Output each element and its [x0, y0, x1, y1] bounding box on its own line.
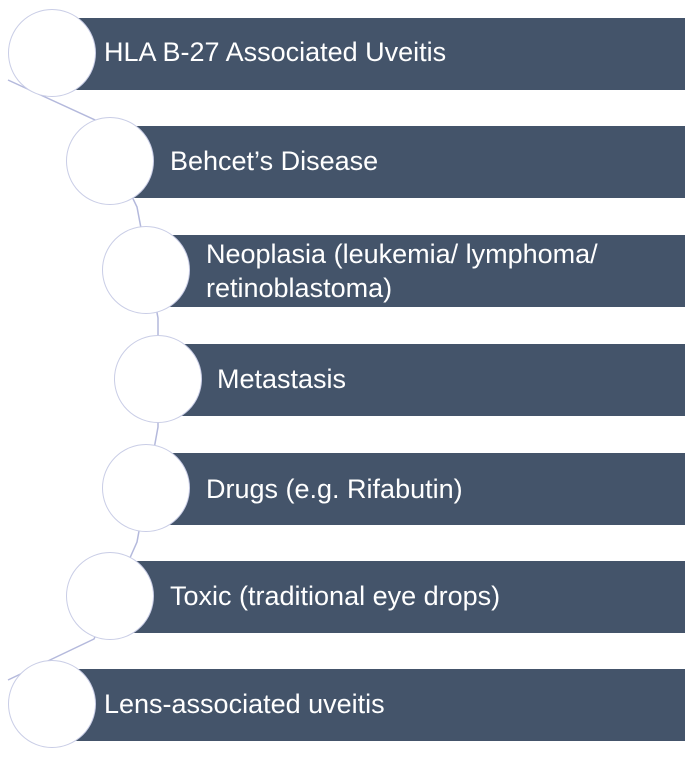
circle-node-4 [114, 335, 202, 423]
item-label-2: Behcet’s Disease [170, 146, 379, 176]
circle-node-2 [66, 117, 154, 205]
item-label-4: Metastasis [217, 364, 347, 394]
circle-node-5 [102, 444, 190, 532]
item-label-3-line-2: retinoblastoma) [206, 273, 393, 303]
circle-node-1 [8, 9, 96, 97]
circle-node-3 [102, 226, 190, 314]
item-label-6: Toxic (traditional eye drops) [170, 581, 501, 611]
item-label-7: Lens-associated uveitis [104, 689, 385, 719]
circle-node-7 [8, 660, 96, 748]
item-label-5: Drugs (e.g. Rifabutin) [206, 474, 463, 504]
item-label-1: HLA B-27 Associated Uveitis [104, 37, 447, 67]
item-label-3-line-1: Neoplasia (leukemia/ lymphoma/ [206, 239, 598, 269]
circle-node-6 [66, 552, 154, 640]
